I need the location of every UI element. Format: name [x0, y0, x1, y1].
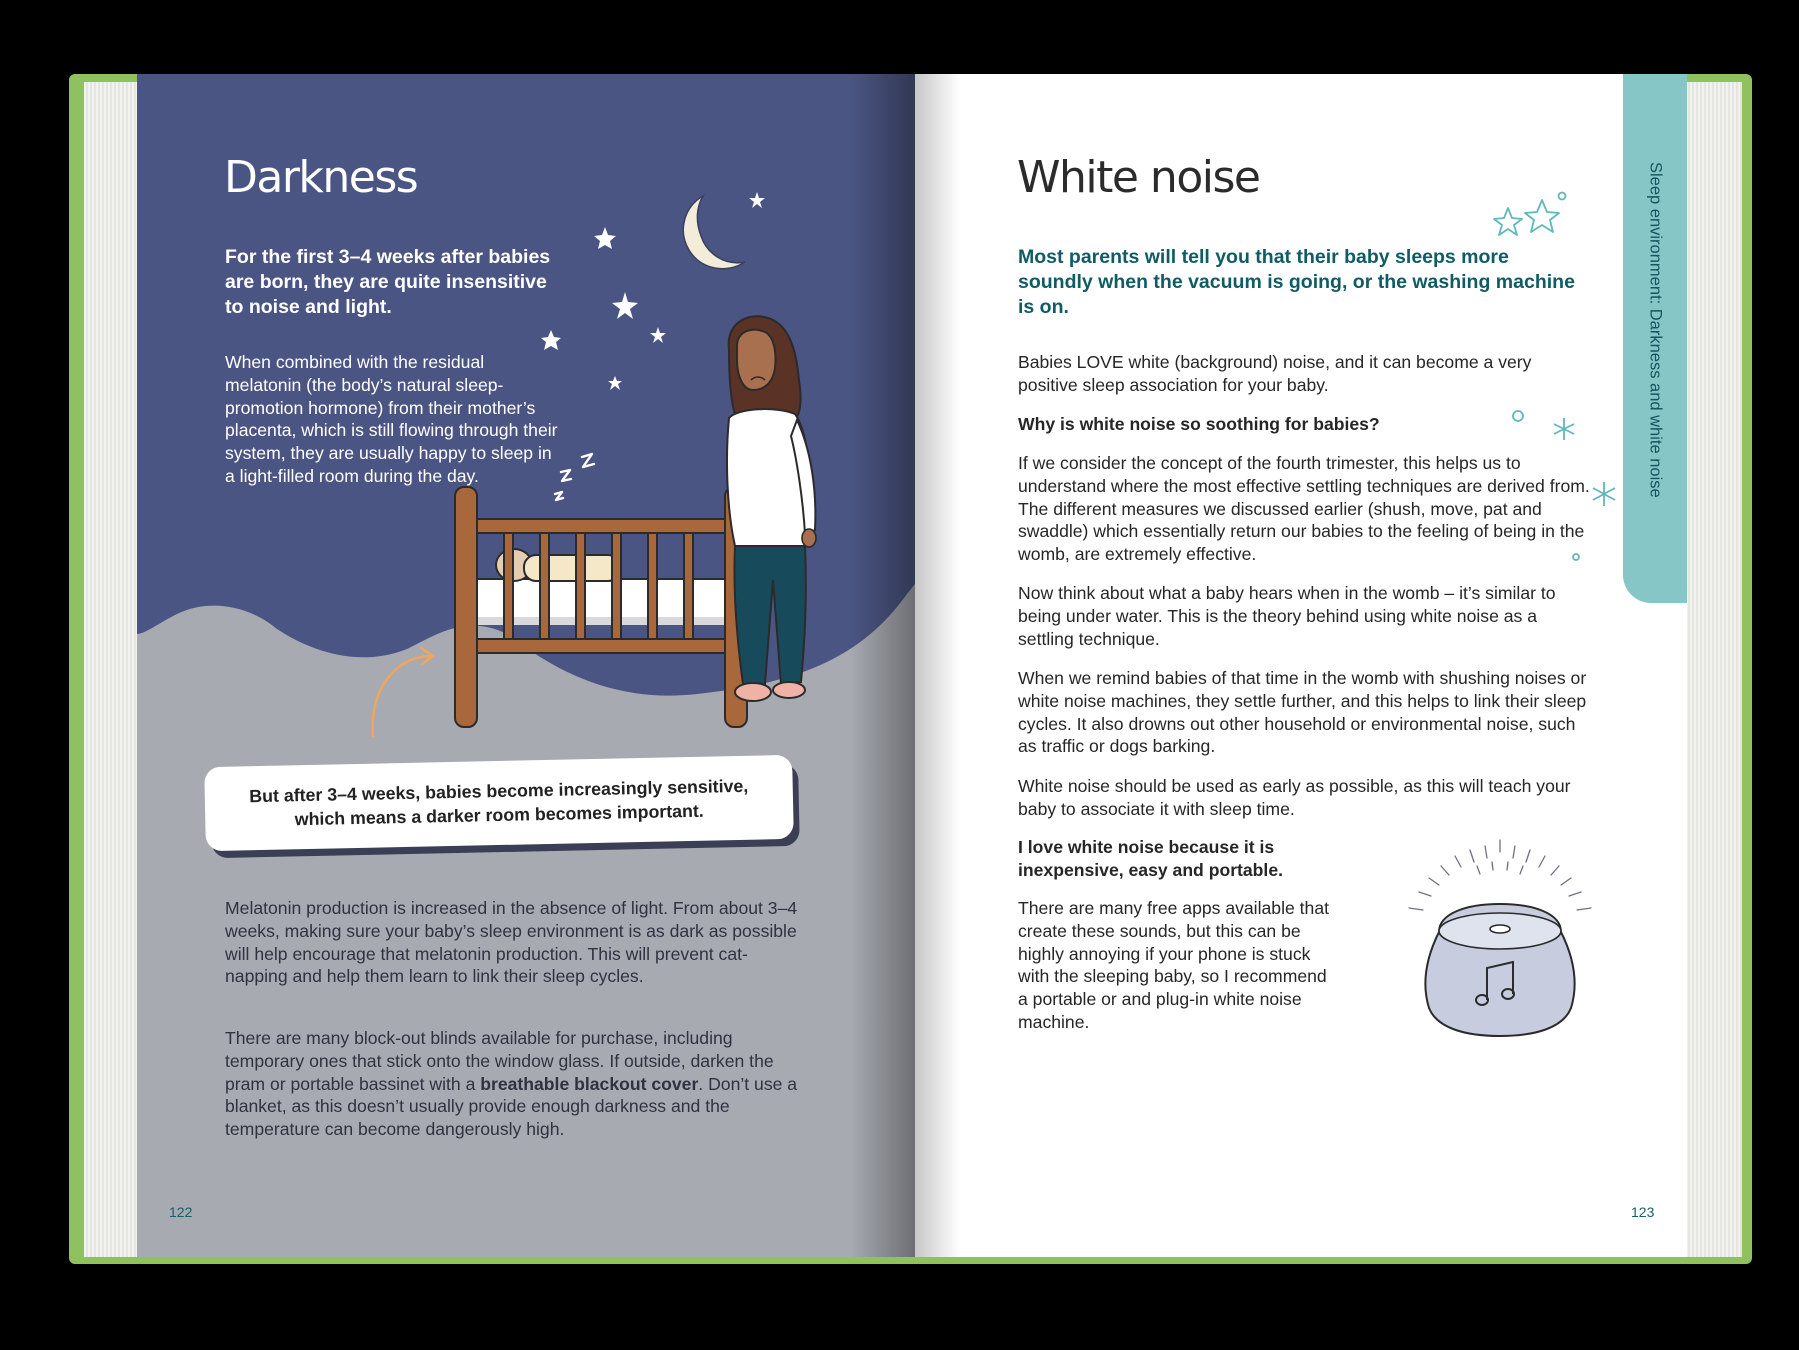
paragraph-link-sleep-cycles: When we remind babies of that time in the womb with shushing noises or white noise machines, they settle further, and this helps to link their sleep cycles. It also drowns out other household or environmental noise, such as traffic or dogs barking.: [1018, 668, 1587, 757]
page-title-darkness: Darkness: [224, 152, 418, 203]
paragraph-use-early: White noise should be used as early as possible, as this will teach your baby to associate it with sleep time.: [1018, 776, 1571, 819]
paragraph-blackout-blinds: [225, 1027, 810, 1141]
paragraph-womb-sound: Now think about what a baby hears when in the womb – it’s similar to being under water. This is the theory behind using white noise as a settling technique.: [1018, 583, 1556, 649]
paragraph-fourth-trimester: If we consider the concept of the fourth trimester, this helps us to understand where the most effective settling techniques are derived from. The different measures we discussed earlier (shush, move, pat and swaddle) which essentially return our babies to the feeling of being in the womb, are extremely effective.: [1018, 453, 1590, 565]
callout-box: [204, 755, 794, 851]
sound-rays: [1409, 840, 1591, 910]
baby-illustration: [496, 549, 620, 581]
mother-illustration: [707, 310, 817, 720]
page-title-white-noise: White noise: [1017, 152, 1260, 203]
curved-arrow-icon: [373, 648, 433, 736]
question-why-soothing: Why is white noise so soothing for babies?: [1018, 414, 1380, 434]
white-noise-machine-illustration: [1395, 832, 1605, 1047]
callout-text: But after 3–4 weeks, babies become increasingly sensitive, which means a darker room becomes important.: [249, 775, 749, 830]
paragraph-residual-melatonin: When combined with the residual melatonin (the body’s natural sleep-promotion hormone) from their mother’s placenta, which is still flowing through their system, they are usually happy to sleep in a light-filled room during the day.: [225, 352, 558, 486]
page-number-right: 123: [1631, 1204, 1655, 1220]
spine-shade-right: [915, 74, 960, 1257]
subheading-i-love-white-noise: I love white noise because it is inexpensive, easy and portable.: [1018, 837, 1283, 880]
lead-white-noise: Most parents will tell you that their baby sleeps more soundly when the vacuum is going, or the washing machine is on.: [1018, 246, 1575, 318]
paragraph-babies-love-white-noise: Babies LOVE white (background) noise, and it can become a very positive sleep association for your baby.: [1018, 352, 1532, 395]
page-number-left: 122: [169, 1204, 193, 1220]
paragraph-free-apps: There are many free apps available that create these sounds, but this can be highly annoying if your phone is stuck with the sleeping baby, so I recommend a portable or and plug-in white noise machine.: [1018, 898, 1330, 1032]
blinds-text-bold: breathable blackout cover: [480, 1073, 699, 1094]
sparkle-icon: [1490, 188, 1630, 578]
moon-icon: [683, 196, 745, 269]
lead-darkness: For the first 3–4 weeks after babies are born, they are quite insensitive to noise and light.: [225, 246, 551, 318]
blinds-text-start: There are many block-out blinds available for purchase, including temporary ones that stick onto the window glass. If outside, darken the pram or portable bassinet with a: [225, 1028, 774, 1094]
paragraph-melatonin-production: Melatonin production is increased in the absence of light. From about 3–4 weeks, making sure your baby’s sleep environment is as dark as possible will help encourage that melatonin production. This will prevent cat-napping and help them learn to link their sleep cycles.: [225, 898, 798, 987]
spine-shade-left: [850, 74, 915, 1257]
side-tab-label-wrap: [1623, 74, 1687, 603]
side-tab-label: Sleep environment: Darkness and white noise: [1646, 162, 1665, 498]
page-edges-right: [1682, 82, 1742, 1257]
blinds-text-end: . Don’t use a blanket, as this doesn’t usually provide enough darkness and the temperature can become dangerously high.: [225, 1073, 798, 1140]
page-edges-left: [84, 82, 144, 1257]
